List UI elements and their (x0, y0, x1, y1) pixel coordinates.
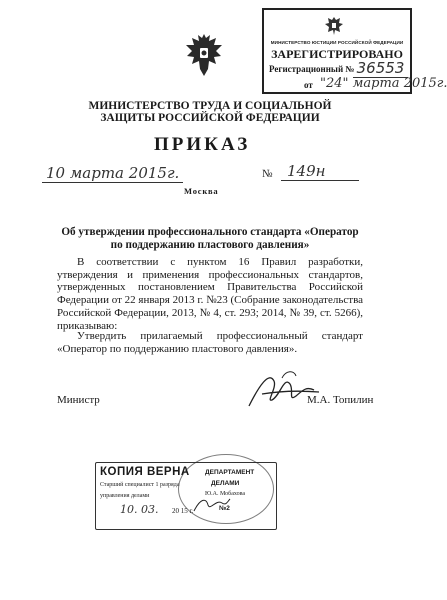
department-round-stamp (178, 454, 274, 524)
round-stamp-name: Ю.А. Мобахова (205, 491, 246, 497)
copy-stamp-position: Старший специалист 1 разряда (100, 482, 180, 488)
stamp-date: "24" марта 2015г. (320, 76, 447, 91)
stamp-ministry: МИНИСТЕРСТВО ЮСТИЦИИ РОССИЙСКОЙ ФЕДЕРАЦИИ (270, 40, 404, 45)
document-heading: Об утверждении профессионального стандарта «Оператор по поддержанию пластового давления» (61, 226, 359, 251)
round-stamp-line-1: ДЕПАРТАМЕНТ (205, 469, 255, 476)
coat-of-arms-icon (184, 32, 224, 78)
paragraph-decision: Утвердить прилагаемый профессиональный стандарт «Оператор по поддержанию пластового давления». (57, 330, 363, 355)
document-type: ПРИКАЗ (154, 134, 251, 155)
city: Москва (184, 186, 219, 196)
copy-stamp-department: управления делами (100, 493, 150, 499)
coat-of-arms-small-icon (322, 14, 346, 38)
stamp-number-label: Регистрационный № (269, 64, 355, 74)
round-stamp-line-2: ДЕЛАМИ (211, 480, 240, 487)
stamp-status: ЗАРЕГИСТРИРОВАНО (271, 47, 403, 61)
signatory-name: М.А. Топилин (307, 394, 374, 406)
signatory-title: Министр (57, 394, 100, 406)
order-date: 10 марта 2015г. (42, 164, 183, 183)
order-number: 149н (281, 162, 359, 181)
ministry-title: МИНИСТЕРСТВО ТРУДА И СОЦИАЛЬНОЙ ЗАЩИТЫ РОССИЙСКОЙ ФЕДЕРАЦИИ (88, 100, 332, 124)
copy-stamp-date: 10. 03. (120, 503, 159, 516)
copy-stamp-year: 20 15 г. (172, 507, 194, 515)
order-number-label: № (262, 168, 273, 180)
stamp-date-prefix: от (304, 80, 313, 90)
paragraph-basis: В соответствии с пунктом 16 Правил разработки, утверждения и применения профессиональных стандартов, утвержденных постановлением Правительства Российской Федерации от 22 января 2013 г. №23 (Собрание законодательства Российской Федерации, 2013, № 4, ст. 293; 2014, № 39, ст. 5266), приказываю: (57, 256, 363, 332)
copy-stamp-title: КОПИЯ ВЕРНА (100, 466, 190, 478)
registration-stamp (262, 8, 447, 94)
signature-icon (244, 366, 324, 416)
stamp-number: 36553 (353, 59, 408, 78)
round-stamp-number: №2 (219, 505, 230, 512)
